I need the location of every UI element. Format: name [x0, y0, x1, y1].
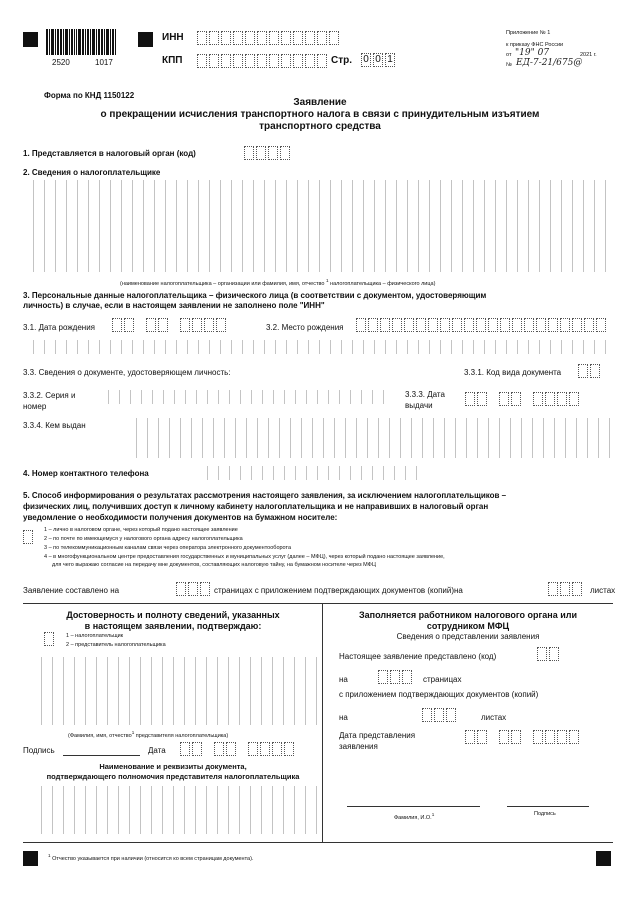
on2-label: на — [339, 713, 348, 722]
s5-line3: уведомление о необходимости получения документов на бумажном носителе: — [23, 513, 338, 522]
signature-label: Подпись — [23, 746, 55, 755]
date-label: Дата — [148, 746, 166, 755]
compiled-prefix: Заявление составлено на — [23, 586, 120, 595]
title-line2: о прекращении исчисления транспортного налога в связи с принудительным изъятием — [100, 109, 540, 120]
s5-opt2: 2 – по почте по имеющемуся у налогового органа адресу налогоплательщика — [44, 536, 243, 542]
compiled-suffix: листах — [590, 586, 616, 595]
doc-title-1: Наименование и реквизиты документа, — [99, 762, 247, 771]
corner-marker-top-mid — [138, 32, 153, 47]
presented-code-field[interactable] — [537, 647, 561, 661]
presented-label: Настоящее заявление представлено (код) — [339, 652, 497, 661]
appendix-line2: к приказу ФНС России — [506, 42, 564, 48]
presented-pages-field[interactable] — [378, 670, 414, 684]
attach-label: с приложением подтверждающих документов (копий) — [339, 690, 539, 699]
left-opt1: 1 – налогоплательщик — [66, 633, 124, 639]
s5-line2: физических лиц, получивших доступ к личному кабинету налогоплательщика и не направивших в налоговый орган — [23, 502, 489, 511]
corner-marker-top-left — [23, 32, 38, 47]
series-label-2: номер — [23, 402, 47, 411]
appendix-date-hand: "19" 07 — [515, 48, 550, 58]
compiled-sheets-field[interactable] — [548, 582, 584, 596]
birth-date-label: 3.1. Дата рождения — [23, 323, 95, 332]
doc-info-label: 3.3. Сведения о документе, удостоверяющем личность: — [23, 368, 231, 377]
right-subtitle: Сведения о представлении заявления — [396, 632, 540, 641]
right-title-1: Заполняется работником налогового органа или — [358, 610, 577, 620]
date-presented-field[interactable] — [465, 730, 581, 744]
barcode — [46, 29, 117, 55]
page-label: Стр. — [331, 55, 353, 66]
footnote: $^1$ Отчество указывается при наличии (относится ко всем страницам документа). — [48, 853, 254, 862]
appendix-year: 2021 г. — [580, 52, 597, 58]
s2-caption: (наименование налогоплательщика – организации или фамилия, имя, отчество $^1$ налогоплательщика – физического лица) — [120, 278, 436, 287]
appendix-no-hand: ЕД-7-21/675@ — [516, 58, 583, 68]
left-title-1: Достоверность и полноту сведений, указанных — [66, 610, 280, 620]
compiled-middle: страницах с приложением подтверждающих документов (копий)на — [214, 586, 463, 595]
doc-code-field[interactable] — [578, 364, 602, 378]
representative-doc-grid[interactable] — [31, 786, 318, 834]
phone-field[interactable] — [197, 466, 426, 480]
kpp-label: КПП — [162, 55, 183, 66]
title-line3: транспортного средства — [259, 121, 381, 132]
doc-title-2: подтверждающего полномочия представителя налогоплательщика — [46, 772, 300, 781]
doc-code-label: 3.3.1. Код вида документа — [464, 368, 562, 377]
birth-place-grid[interactable] — [23, 340, 613, 354]
s5-opt3: 3 – по телекоммуникационным каналам связи через оператора электронного документооборота — [44, 545, 292, 551]
issued-by-grid[interactable] — [126, 418, 613, 458]
issued-by-label: 3.3.4. Кем выдан — [23, 421, 86, 430]
notify-method-field[interactable] — [23, 530, 35, 544]
inn-label: ИНН — [162, 32, 184, 43]
appendix-no-prefix: № — [506, 62, 512, 68]
right-sign: Подпись — [534, 811, 556, 817]
issue-date-field[interactable] — [465, 392, 581, 406]
right-title-2: сотрудником МФЦ — [426, 621, 510, 631]
presented-sheets-field[interactable] — [422, 708, 458, 722]
birth-place-field[interactable] — [356, 318, 608, 332]
s4-label: 4. Номер контактного телефона — [23, 469, 149, 478]
series-label-1: 3.3.2. Серия и — [23, 391, 76, 400]
signer-type-field[interactable] — [44, 632, 56, 646]
barcode-number-a: 2520 — [52, 58, 70, 67]
series-number-field[interactable] — [98, 390, 386, 404]
s3-line1: 3. Персональные данные налогоплательщика – физического лица (в соответствии с документом, удостоверяющим — [23, 291, 487, 300]
sheets-label: листах — [481, 713, 507, 722]
birth-place-label: 3.2. Место рождения — [266, 323, 344, 332]
corner-marker-bottom-left — [23, 851, 38, 866]
tax-office-code-field[interactable] — [244, 146, 292, 160]
issue-date-label-2: выдачи — [405, 401, 433, 410]
appendix-line1: Приложение № 1 — [506, 30, 551, 36]
birth-date-field[interactable] — [112, 318, 228, 332]
appendix-date-prefix: от — [506, 52, 512, 58]
s5-opt4b: для чего выражаю согласие на передачу мне документов, составляющих налоговую тайну, на бумажном носителе через МФЦ — [52, 562, 376, 568]
title-line1: Заявление — [293, 97, 347, 108]
inn-field[interactable] — [197, 31, 341, 45]
taxpayer-name-grid[interactable] — [23, 180, 613, 272]
representative-fio-grid[interactable] — [31, 657, 318, 725]
signature-date-field[interactable] — [180, 742, 296, 756]
date-presented-2: заявления — [339, 742, 378, 751]
issue-date-label-1: 3.3.3. Дата — [405, 390, 445, 399]
s5-opt4a: 4 – в многофункциональном центре предоставления государственных и муниципальных услуг (далее – МФЦ), через который подано настоящее заявление, — [44, 554, 445, 560]
fio-caption: (Фамилия, имя, отчество$^1$ представителя налогоплательщика) — [68, 730, 229, 739]
left-title-2: в настоящем заявлении, подтверждаю: — [84, 621, 262, 631]
s5-opt1: 1 – лично в налоговом органе, через который подано настоящее заявление — [44, 527, 238, 533]
corner-marker-bottom-right — [596, 851, 611, 866]
kpp-field[interactable] — [197, 54, 329, 68]
page-number-field: 0 0 1 — [361, 53, 397, 67]
right-fio: Фамилия, И.О.$^1$ — [394, 812, 435, 821]
compiled-pages-field[interactable] — [176, 582, 212, 596]
on-label: на — [339, 675, 348, 684]
s3-line2: личность) в случае, если в настоящем заявлении не заполнено поле "ИНН" — [23, 301, 325, 310]
s5-line1: 5. Способ информирования о результатах рассмотрения настоящего заявления, за исключением налогоплательщиков – — [23, 491, 507, 500]
left-opt2: 2 – представитель налогоплательщика — [66, 642, 166, 648]
s1-label: 1. Представляется в налоговый орган (код) — [23, 149, 196, 158]
barcode-number-b: 1017 — [95, 58, 113, 67]
form-code: Форма по КНД 1150122 — [44, 91, 135, 100]
pages-label: страницах — [423, 675, 462, 684]
s2-label: 2. Сведения о налогоплательщике — [23, 168, 161, 177]
date-presented-1: Дата представления — [339, 731, 416, 740]
